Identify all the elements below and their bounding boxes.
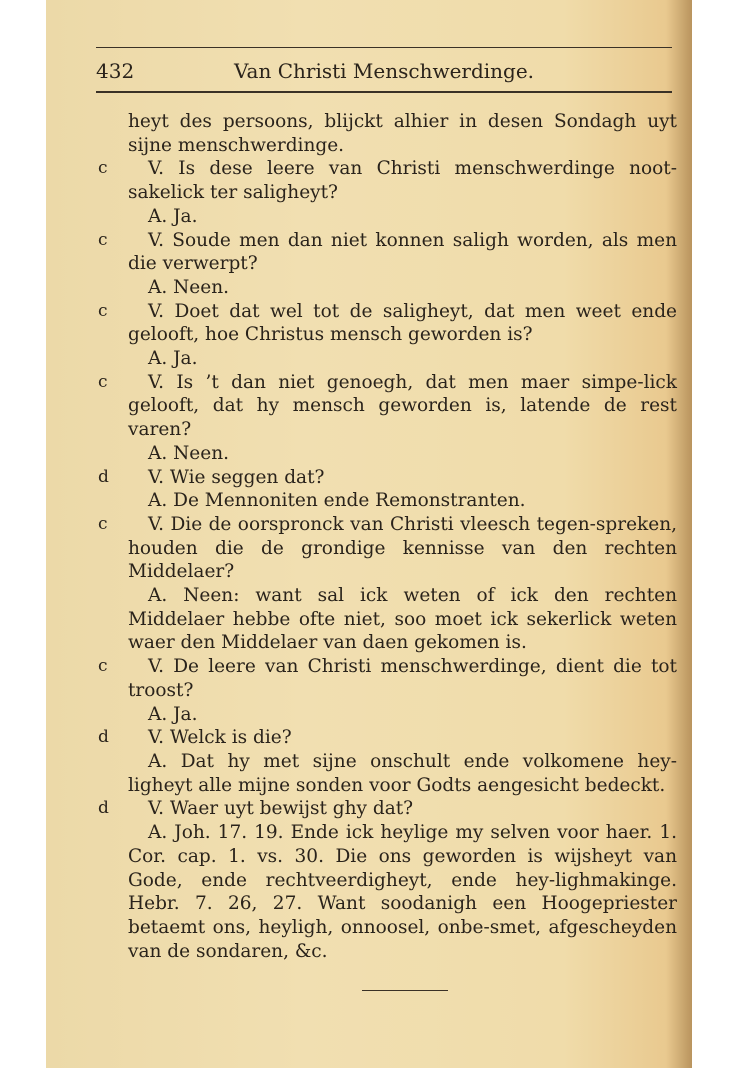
paragraph-text: A. Neen. [148, 442, 230, 464]
margin-mark: d [98, 727, 109, 748]
paragraph [128, 276, 677, 300]
paragraph-text: heyt des persoons, blijckt alhier in desen Sondagh uyt sijne menschwerdinge. [128, 111, 677, 156]
paragraph [98, 797, 677, 821]
paragraph-text: V. Is dese leere van Christi menschwerdinge noot-sakelick ter saligheyt? [128, 158, 677, 204]
paragraph-text: A. Ja. [148, 703, 198, 725]
end-rule [362, 990, 448, 991]
margin-mark: c [98, 371, 108, 392]
paragraph [98, 466, 677, 490]
paragraph [98, 300, 677, 347]
paragraph-text: A. Neen. [148, 276, 230, 298]
paragraph [98, 157, 677, 204]
paragraph [128, 347, 677, 371]
running-header [96, 58, 672, 84]
header-bottom-rule [96, 91, 672, 93]
margin-mark: c [98, 158, 108, 179]
paragraph [98, 726, 677, 750]
paragraph [98, 229, 677, 276]
paragraph-text: A. Ja. [148, 205, 198, 227]
paragraph [128, 205, 677, 229]
header-top-rule [96, 47, 672, 48]
paragraph-text: A. Dat hy met sijne onschult ende volkomene hey-ligheyt alle mijne sonden voor Godts aengesicht bedeckt. [128, 750, 677, 796]
margin-mark: c [98, 300, 108, 321]
margin-mark: c [98, 229, 108, 250]
paragraph [128, 750, 677, 797]
margin-mark: c [98, 513, 108, 534]
paragraph-text: V. Waer uyt bewijst ghy dat? [148, 798, 414, 820]
margin-mark: d [98, 798, 109, 819]
page-body [98, 110, 677, 963]
paragraph [98, 655, 677, 702]
paragraph-text: A. Ja. [148, 348, 198, 370]
paragraph [128, 703, 677, 727]
paragraph-text: A. De Mennoniten ende Remonstranten. [148, 490, 526, 512]
paragraph [128, 584, 677, 655]
paragraph [98, 371, 677, 442]
running-title: Van Christi Menschwerdinge. [233, 59, 535, 83]
margin-mark: c [98, 656, 108, 677]
paragraph-text: V. Wie seggen dat? [148, 466, 325, 488]
paragraph-text: V. Is ’t dan niet genoegh, dat men maer simpe-lick gelooft, dat hy mensch geworden is, latende de rest varen? [128, 371, 677, 441]
paragraph [98, 513, 677, 584]
margin-mark: d [98, 466, 109, 487]
paragraph-text: A. Neen: want sal ick weten of ick den rechten Middelaer hebbe ofte niet, soo moet ick sekerlick weten waer den Middelaer van daen gekomen is. [128, 585, 677, 654]
paragraph-text: A. Joh. 17. 19. Ende ick heylige my selven voor haer. 1. Cor. cap. 1. vs. 30. Die ons geworden is wijsheyt van Gode, ende rechtveerdigheyt, ende hey-lighmakinge. Hebr. 7. 26, 27. Want soodanigh een Hoogepriester betaemt ons, heyligh, onnoosel, onbe-smet, afgescheyden van de sondaren, &c. [128, 822, 677, 962]
paragraph-text: V. Die de oorspronck van Christi vleesch tegen-spreken, houden die de grondige kennisse van den rechten Middelaer? [128, 513, 677, 583]
paragraph [128, 821, 677, 963]
paragraph-text: V. Doet dat wel tot de saligheyt, dat men weet ende gelooft, hoe Christus mensch geworden is? [128, 300, 677, 346]
paragraph [128, 442, 677, 466]
page-number: 432 [96, 59, 135, 83]
paragraph [128, 110, 677, 157]
paragraph-text: V. Welck is die? [148, 727, 292, 749]
paragraph-text: V. De leere van Christi menschwerdinge, dient die tot troost? [128, 656, 677, 701]
paragraph-text: V. Soude men dan niet konnen saligh worden, als men die verwerpt? [128, 229, 677, 275]
paragraph [128, 489, 677, 513]
